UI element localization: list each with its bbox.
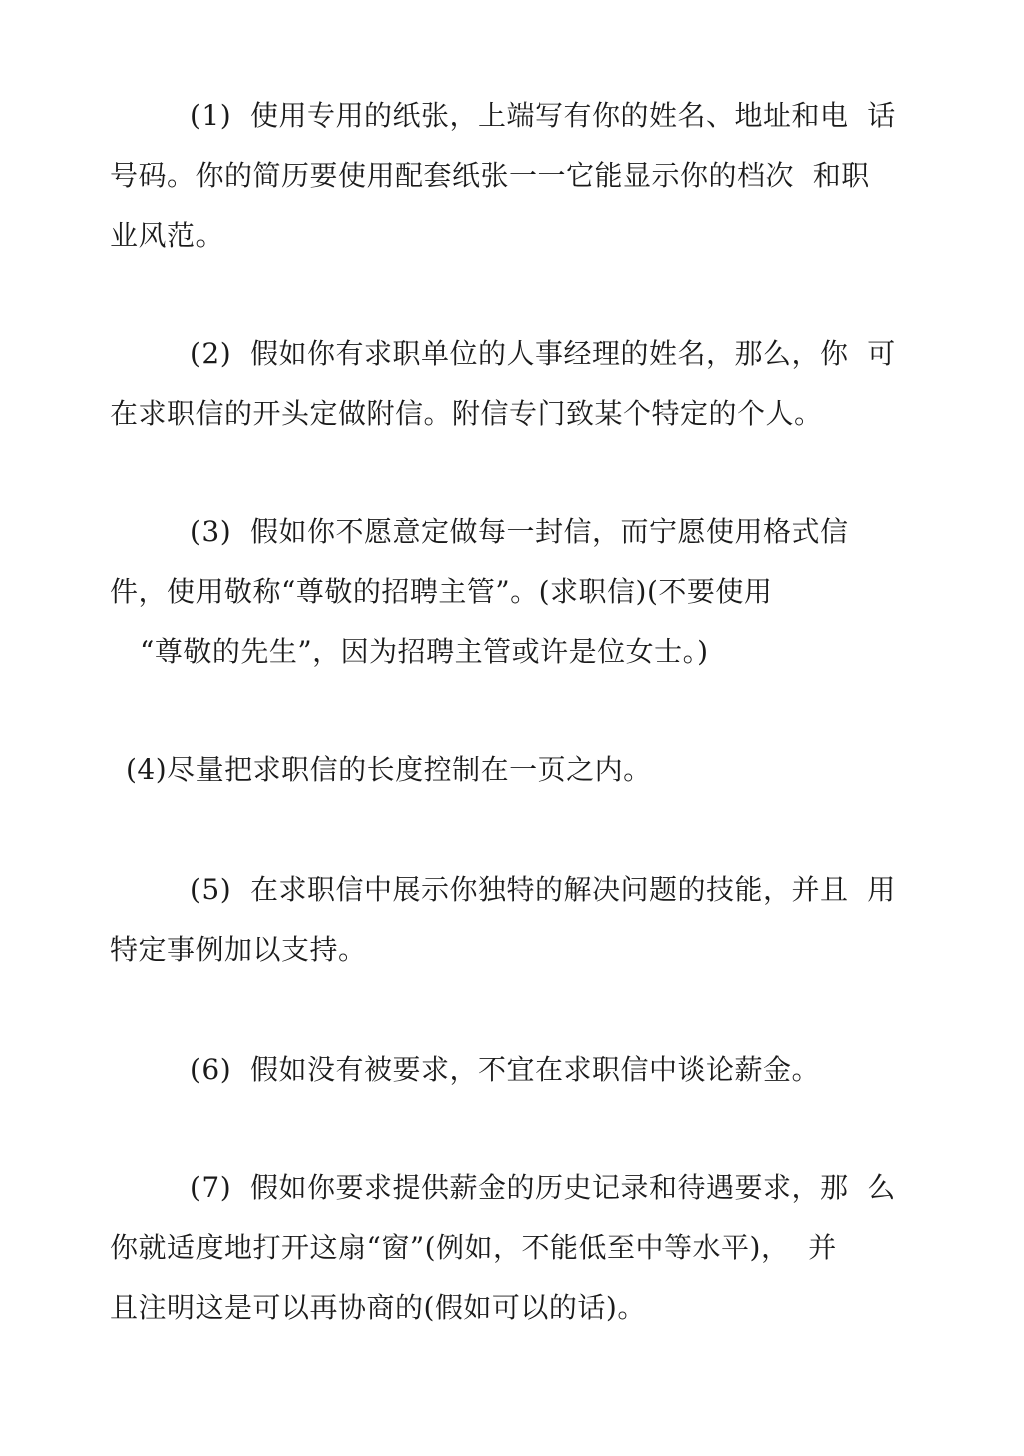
item-3-line-3: “尊敬的先生”，因为招聘主管或许是位女士。) — [140, 635, 709, 668]
item-7-line-3: 且注明这是可以再协商的(假如可以的话)。 — [110, 1291, 646, 1324]
item-3-line-1: (3) 假如你不愿意定做每一封信，而宁愿使用格式信 — [190, 515, 849, 548]
item-2-line-2: 在求职信的开头定做附信。附信专门致某个特定的个人。 — [110, 397, 823, 430]
item-4-line-1: (4)尽量把求职信的长度控制在一页之内。 — [126, 753, 652, 786]
item-1-line-1: (1) 使用专用的纸张，上端写有你的姓名、地址和电 话 — [190, 99, 896, 132]
item-7-line-2: 你就适度地打开这扇“窗”(例如，不能低至中等水平)， 并 — [110, 1231, 837, 1264]
item-1-line-3: 业风范。 — [110, 219, 225, 252]
item-1-line-2: 号码。你的简历要使用配套纸张一一它能显示你的档次 和职 — [110, 159, 870, 192]
item-2-line-1: (2) 假如你有求职单位的人事经理的姓名，那么，你 可 — [190, 337, 896, 370]
item-6-line-1: (6) 假如没有被要求，不宜在求职信中谈论薪金。 — [190, 1053, 820, 1086]
item-7-line-1: (7) 假如你要求提供薪金的历史记录和待遇要求，那 么 — [190, 1171, 896, 1204]
item-3-line-2: 件，使用敬称“尊敬的招聘主管”。(求职信)(不要使用 — [110, 575, 773, 608]
item-5-line-1: (5) 在求职信中展示你独特的解决问题的技能，并且 用 — [190, 873, 896, 906]
item-5-line-2: 特定事例加以支持。 — [110, 933, 367, 966]
